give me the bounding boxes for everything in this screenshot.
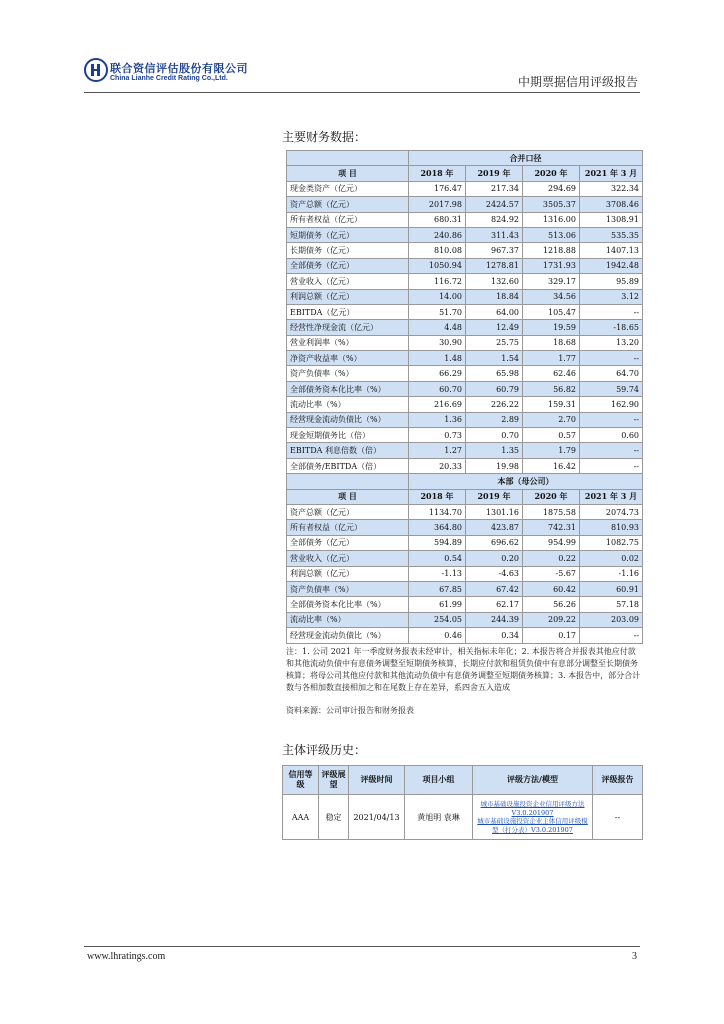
finance-table bbox=[286, 150, 643, 644]
table-row bbox=[287, 335, 643, 350]
row-value: -- bbox=[580, 458, 643, 473]
row-value: 116.72 bbox=[409, 274, 466, 289]
page-header bbox=[84, 58, 640, 92]
row-label: 资产负债率（%） bbox=[287, 366, 409, 381]
row-value: 60.70 bbox=[409, 381, 466, 396]
row-label: 经营现金流动负债比（%） bbox=[287, 412, 409, 427]
finance-source: 资料来源：公司审计报告和财务报表 bbox=[286, 706, 414, 715]
rating-report: -- bbox=[593, 795, 643, 840]
group-label: 本部（母公司） bbox=[409, 474, 643, 489]
company-name-en: China Lianhe Credit Rating Co.,Ltd. bbox=[110, 75, 228, 82]
row-label: 经营性净现金流（亿元） bbox=[287, 320, 409, 335]
table-row bbox=[287, 551, 643, 566]
row-value: 1278.81 bbox=[466, 258, 523, 273]
table-group-row bbox=[287, 151, 643, 166]
row-value: 64.70 bbox=[580, 366, 643, 381]
table-row bbox=[287, 581, 643, 596]
group-label: 合并口径 bbox=[409, 151, 643, 166]
company-name-cn: 联合资信评估股份有限公司 bbox=[110, 62, 248, 75]
row-label: 所有者权益（亿元） bbox=[287, 520, 409, 535]
table-row bbox=[287, 320, 643, 335]
row-value: -- bbox=[580, 304, 643, 319]
table-row bbox=[287, 612, 643, 627]
finance-section-title: 主要财务数据： bbox=[282, 130, 367, 144]
row-value: 311.43 bbox=[466, 227, 523, 242]
row-value: -1.16 bbox=[580, 566, 643, 581]
row-value: 513.06 bbox=[523, 227, 580, 242]
row-value: 61.99 bbox=[409, 597, 466, 612]
row-value: 364.80 bbox=[409, 520, 466, 535]
row-value: 30.90 bbox=[409, 335, 466, 350]
row-value: 209.22 bbox=[523, 612, 580, 627]
row-value: 0.22 bbox=[523, 551, 580, 566]
table-row bbox=[287, 258, 643, 273]
table-row bbox=[287, 227, 643, 242]
row-value: 0.02 bbox=[580, 551, 643, 566]
row-label: 利润总额（亿元） bbox=[287, 566, 409, 581]
row-value: 0.17 bbox=[523, 628, 580, 643]
row-value: 66.29 bbox=[409, 366, 466, 381]
row-value: 294.69 bbox=[523, 181, 580, 196]
row-value: 244.39 bbox=[466, 612, 523, 627]
row-value: -5.67 bbox=[523, 566, 580, 581]
row-label: 营业收入（亿元） bbox=[287, 274, 409, 289]
table-row bbox=[287, 243, 643, 258]
report-title: 中期票据信用评级报告 bbox=[517, 75, 638, 89]
row-value: 1.79 bbox=[523, 443, 580, 458]
row-value: 254.05 bbox=[409, 612, 466, 627]
group-spacer bbox=[287, 151, 409, 166]
row-value: -- bbox=[580, 412, 643, 427]
row-value: 176.47 bbox=[409, 181, 466, 196]
row-value: 216.69 bbox=[409, 397, 466, 412]
year-column-header: 2020 年 bbox=[523, 166, 580, 181]
row-value: 34.56 bbox=[523, 289, 580, 304]
year-column-header: 2021 年 3 月 bbox=[580, 166, 643, 181]
row-label: 营业利润率（%） bbox=[287, 335, 409, 350]
row-value: 226.22 bbox=[466, 397, 523, 412]
row-value: 1.36 bbox=[409, 412, 466, 427]
row-value: 1134.70 bbox=[409, 504, 466, 519]
year-column-header: 2019 年 bbox=[466, 489, 523, 504]
lianhe-logo-icon bbox=[84, 58, 108, 82]
header-report: 评级报告 bbox=[593, 766, 643, 795]
row-value: 19.98 bbox=[466, 458, 523, 473]
row-label: 全部债务（亿元） bbox=[287, 535, 409, 550]
year-column-header: 2021 年 3 月 bbox=[580, 489, 643, 504]
table-row bbox=[287, 289, 643, 304]
row-label: 现金短期债务比（倍） bbox=[287, 428, 409, 443]
row-value: 1316.00 bbox=[523, 212, 580, 227]
row-value: 59.74 bbox=[580, 381, 643, 396]
row-label: 全部债务/EBITDA（倍） bbox=[287, 458, 409, 473]
row-value: -18.65 bbox=[580, 320, 643, 335]
table-row bbox=[287, 566, 643, 581]
row-label: 营业收入（亿元） bbox=[287, 551, 409, 566]
row-value: 1875.58 bbox=[523, 504, 580, 519]
row-value: 1942.48 bbox=[580, 258, 643, 273]
row-value: 1731.93 bbox=[523, 258, 580, 273]
table-row bbox=[287, 597, 643, 612]
table-header-row bbox=[287, 489, 643, 504]
row-value: 14.00 bbox=[409, 289, 466, 304]
row-label: 资产总额（亿元） bbox=[287, 197, 409, 212]
row-value: 1.27 bbox=[409, 443, 466, 458]
table-row bbox=[287, 397, 643, 412]
row-value: 2017.98 bbox=[409, 197, 466, 212]
table-row bbox=[287, 381, 643, 396]
header-date: 评级时间 bbox=[349, 766, 405, 795]
table-row bbox=[287, 366, 643, 381]
row-label: 资产负债率（%） bbox=[287, 581, 409, 596]
row-value: 217.34 bbox=[466, 181, 523, 196]
header-method: 评级方法/模型 bbox=[473, 766, 593, 795]
row-value: 1301.16 bbox=[466, 504, 523, 519]
table-row bbox=[287, 412, 643, 427]
header-divider bbox=[84, 92, 640, 93]
table-row bbox=[287, 304, 643, 319]
row-value: -- bbox=[580, 443, 643, 458]
table-group-row bbox=[287, 474, 643, 489]
row-value: -4.63 bbox=[466, 566, 523, 581]
row-value: 162.90 bbox=[580, 397, 643, 412]
row-value: 4.48 bbox=[409, 320, 466, 335]
table-row bbox=[287, 458, 643, 473]
rating-section-title: 主体评级历史： bbox=[282, 743, 367, 757]
row-label: 资产总额（亿元） bbox=[287, 504, 409, 519]
row-value: 742.31 bbox=[523, 520, 580, 535]
table-header-row bbox=[287, 166, 643, 181]
row-label: 全部债务资本化比率（%） bbox=[287, 381, 409, 396]
row-value: 18.68 bbox=[523, 335, 580, 350]
row-value: 56.82 bbox=[523, 381, 580, 396]
table-row bbox=[287, 428, 643, 443]
row-label: 长期债务（亿元） bbox=[287, 243, 409, 258]
row-value: 62.17 bbox=[466, 597, 523, 612]
row-value: 0.20 bbox=[466, 551, 523, 566]
row-value: 19.59 bbox=[523, 320, 580, 335]
item-column-header: 项 目 bbox=[287, 489, 409, 504]
row-value: 1082.75 bbox=[580, 535, 643, 550]
table-row bbox=[287, 628, 643, 643]
row-value: 3708.46 bbox=[580, 197, 643, 212]
row-value: 1.54 bbox=[466, 351, 523, 366]
row-label: 短期债务（亿元） bbox=[287, 227, 409, 242]
row-value: 1.77 bbox=[523, 351, 580, 366]
row-label: 经营现金流动负债比（%） bbox=[287, 628, 409, 643]
rating-header-row bbox=[283, 766, 643, 795]
row-value: 62.46 bbox=[523, 366, 580, 381]
year-column-header: 2019 年 bbox=[466, 166, 523, 181]
table-row bbox=[287, 351, 643, 366]
row-value: 20.33 bbox=[409, 458, 466, 473]
header-grade: 信用等级 bbox=[283, 766, 319, 795]
row-label: 现金类资产（亿元） bbox=[287, 181, 409, 196]
table-row bbox=[287, 443, 643, 458]
row-value: 1218.88 bbox=[523, 243, 580, 258]
row-value: 57.18 bbox=[580, 597, 643, 612]
rating-date: 2021/04/13 bbox=[349, 795, 405, 840]
year-column-header: 2018 年 bbox=[409, 166, 466, 181]
row-value: 954.99 bbox=[523, 535, 580, 550]
row-value: 2.89 bbox=[466, 412, 523, 427]
rating-row bbox=[283, 795, 643, 840]
row-value: 51.70 bbox=[409, 304, 466, 319]
row-value: 810.93 bbox=[580, 520, 643, 535]
row-value: 18.84 bbox=[466, 289, 523, 304]
row-value: 16.42 bbox=[523, 458, 580, 473]
row-value: 1050.94 bbox=[409, 258, 466, 273]
row-value: -1.13 bbox=[409, 566, 466, 581]
rating-method-cell bbox=[473, 795, 593, 840]
row-label: 利润总额（亿元） bbox=[287, 289, 409, 304]
table-row bbox=[287, 197, 643, 212]
row-label: 流动比率（%） bbox=[287, 612, 409, 627]
table-row bbox=[287, 504, 643, 519]
item-column-header: 项 目 bbox=[287, 166, 409, 181]
table-row bbox=[287, 274, 643, 289]
row-value: 13.20 bbox=[580, 335, 643, 350]
table-row bbox=[287, 181, 643, 196]
row-value: 56.26 bbox=[523, 597, 580, 612]
row-value: 67.42 bbox=[466, 581, 523, 596]
table-row bbox=[287, 212, 643, 227]
row-label: 流动比率（%） bbox=[287, 397, 409, 412]
row-value: 696.62 bbox=[466, 535, 523, 550]
row-value: 1.48 bbox=[409, 351, 466, 366]
group-spacer bbox=[287, 474, 409, 489]
row-label: 所有者权益（亿元） bbox=[287, 212, 409, 227]
row-label: 全部债务（亿元） bbox=[287, 258, 409, 273]
row-value: 824.92 bbox=[466, 212, 523, 227]
row-value: 2074.73 bbox=[580, 504, 643, 519]
row-value: 0.34 bbox=[466, 628, 523, 643]
row-value: 67.85 bbox=[409, 581, 466, 596]
year-column-header: 2020 年 bbox=[523, 489, 580, 504]
row-value: 2.70 bbox=[523, 412, 580, 427]
row-value: 967.37 bbox=[466, 243, 523, 258]
method-link-1[interactable]: 城市基础设施投资企业信用评级方法 V3.0.201907 bbox=[480, 800, 585, 817]
row-value: 1.35 bbox=[466, 443, 523, 458]
row-value: 0.54 bbox=[409, 551, 466, 566]
footer-divider bbox=[84, 946, 640, 947]
row-label: EBITDA 利息倍数（倍） bbox=[287, 443, 409, 458]
finance-note: 注：1. 公司 2021 年一季度财务报表未经审计，相关指标未年化；2. 本报告将合并报表其他应付款和其他流动负债中有息债务调整至短期债务核算，长期应付款和租赁负债中有息部分调整至长期债务核算；将母公司其他应付款和其他流动负债中有息债务调整至短期债务核算；3. 本报告中，部分合计数与各相加数直接相加之和在尾数上存在差异，系四舍五入造成 bbox=[286, 647, 641, 692]
row-value: -- bbox=[580, 351, 643, 366]
row-value: 329.17 bbox=[523, 274, 580, 289]
row-label: 净资产收益率（%） bbox=[287, 351, 409, 366]
page-number: 3 bbox=[632, 951, 637, 962]
row-value: 0.60 bbox=[580, 428, 643, 443]
row-value: 2424.57 bbox=[466, 197, 523, 212]
row-value: 535.35 bbox=[580, 227, 643, 242]
row-value: 423.87 bbox=[466, 520, 523, 535]
row-value: 60.42 bbox=[523, 581, 580, 596]
row-value: 60.79 bbox=[466, 381, 523, 396]
row-value: 60.91 bbox=[580, 581, 643, 596]
rating-grade: AAA bbox=[283, 795, 319, 840]
rating-history-table bbox=[282, 765, 643, 840]
row-value: 0.73 bbox=[409, 428, 466, 443]
row-value: 594.89 bbox=[409, 535, 466, 550]
table-row bbox=[287, 535, 643, 550]
rating-outlook: 稳定 bbox=[319, 795, 349, 840]
row-value: 25.75 bbox=[466, 335, 523, 350]
row-value: 1308.91 bbox=[580, 212, 643, 227]
row-value: 159.31 bbox=[523, 397, 580, 412]
row-value: 0.46 bbox=[409, 628, 466, 643]
row-value: -- bbox=[580, 628, 643, 643]
row-value: 132.60 bbox=[466, 274, 523, 289]
row-value: 64.00 bbox=[466, 304, 523, 319]
row-value: 0.57 bbox=[523, 428, 580, 443]
row-value: 105.47 bbox=[523, 304, 580, 319]
header-outlook: 评级展望 bbox=[319, 766, 349, 795]
row-value: 95.89 bbox=[580, 274, 643, 289]
row-value: 0.70 bbox=[466, 428, 523, 443]
row-value: 12.49 bbox=[466, 320, 523, 335]
row-label: EBITDA（亿元） bbox=[287, 304, 409, 319]
footer-url[interactable]: www.lhratings.com bbox=[87, 951, 166, 962]
method-link-2[interactable]: 城市基础设施投资企业主体信用评级模型（打分表）V3.0.201907 bbox=[477, 817, 588, 834]
row-value: 240.86 bbox=[409, 227, 466, 242]
row-value: 810.08 bbox=[409, 243, 466, 258]
row-value: 65.98 bbox=[466, 366, 523, 381]
row-label: 全部债务资本化比率（%） bbox=[287, 597, 409, 612]
row-value: 1407.13 bbox=[580, 243, 643, 258]
table-row bbox=[287, 520, 643, 535]
row-value: 680.31 bbox=[409, 212, 466, 227]
row-value: 203.09 bbox=[580, 612, 643, 627]
row-value: 322.34 bbox=[580, 181, 643, 196]
row-value: 3505.37 bbox=[523, 197, 580, 212]
header-team: 项目小组 bbox=[405, 766, 473, 795]
year-column-header: 2018 年 bbox=[409, 489, 466, 504]
rating-team: 黄旭明 袁琳 bbox=[405, 795, 473, 840]
row-value: 3.12 bbox=[580, 289, 643, 304]
